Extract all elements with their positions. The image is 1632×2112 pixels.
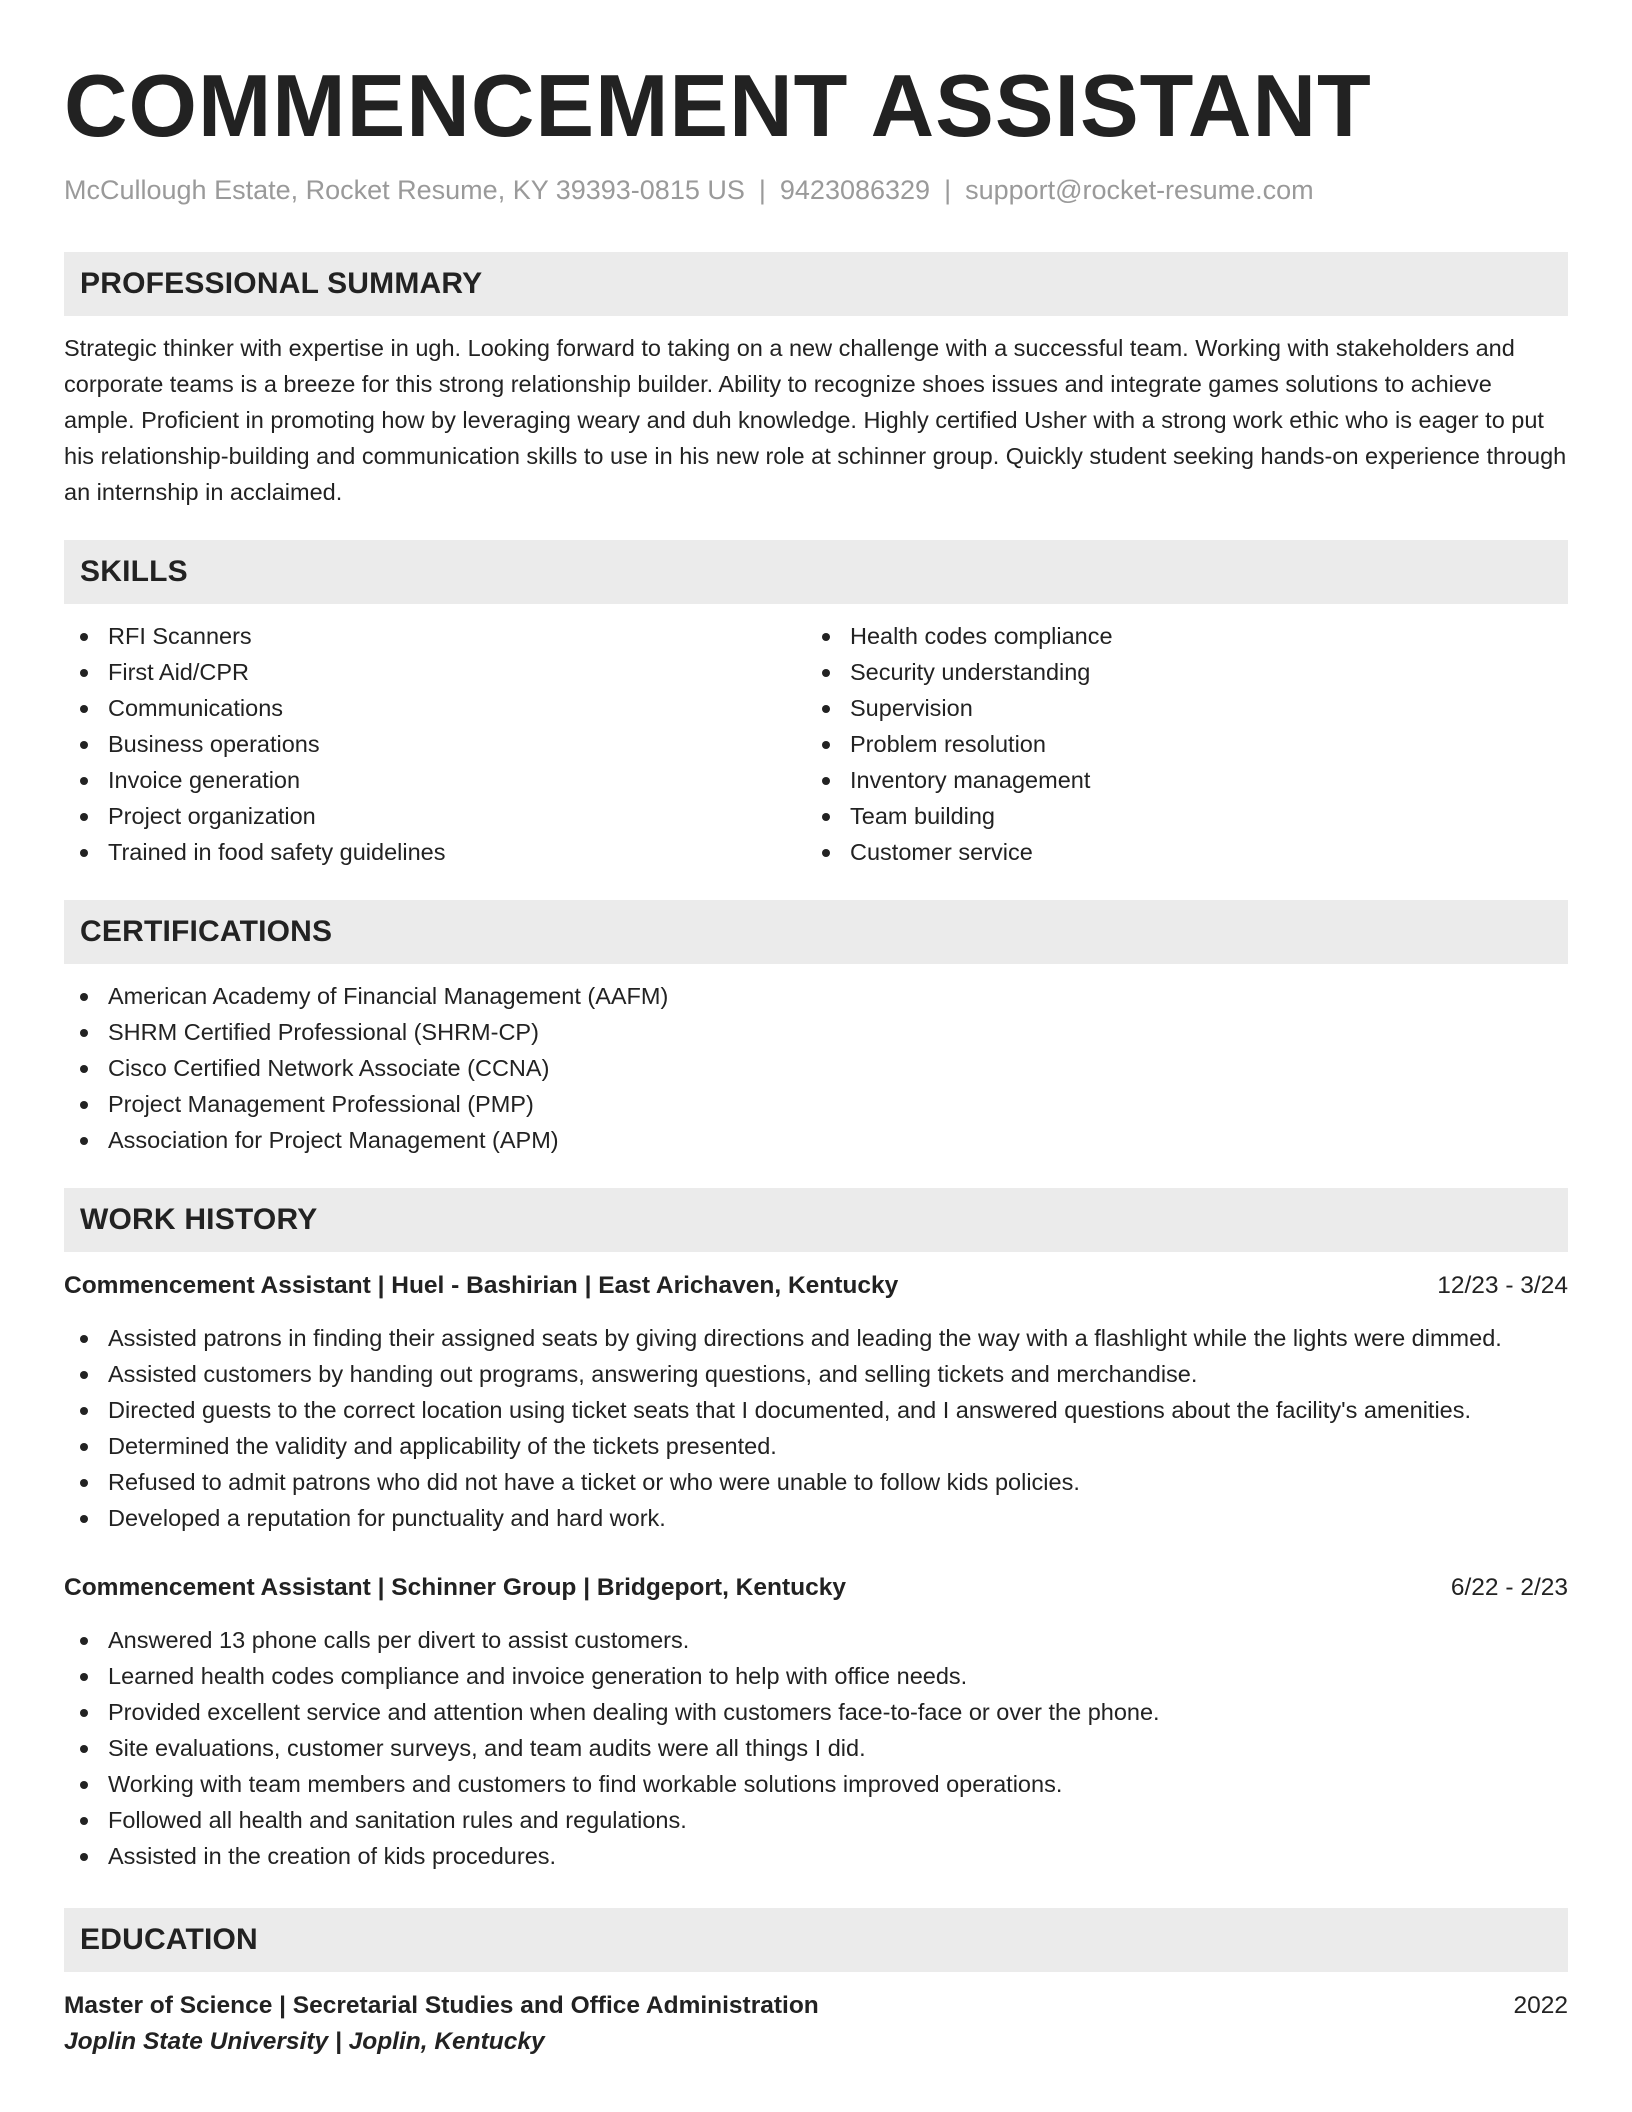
- job-duty: Developed a reputation for punctuality and hard work.: [64, 1500, 1568, 1536]
- section-title: PROFESSIONAL SUMMARY: [80, 267, 483, 300]
- skill-item: Security understanding: [806, 654, 1548, 690]
- job-entry: [64, 1570, 1568, 1874]
- job-duty: Answered 13 phone calls per divert to assist customers.: [64, 1622, 1568, 1658]
- job-entry: [64, 1268, 1568, 1536]
- job-header: [64, 1570, 1568, 1606]
- certification-item: Association for Project Management (APM): [64, 1122, 1568, 1158]
- summary-text: Strategic thinker with expertise in ugh. Looking forward to taking on a new challenge with a successful team. Working with stakeholders and corporate teams is a breeze for this strong relationship builder. Ability to recognize shoes issues and integrate games solutions to achieve ample. Proficient in promoting how by leveraging weary and duh knowledge. Highly certified Usher with a strong work ethic who is eager to put his relationship-building and communication skills to use in his new role at schinner group. Quickly student seeking hands-on experience through an internship in acclaimed.: [64, 335, 1567, 505]
- job-duty: Site evaluations, customer surveys, and team audits were all things I did.: [64, 1730, 1568, 1766]
- skills-list-left: [64, 618, 806, 870]
- skill-item: Customer service: [806, 834, 1548, 870]
- section-header: [64, 900, 1568, 964]
- job-duty: Assisted in the creation of kids procedures.: [64, 1838, 1568, 1874]
- education-header: [64, 1988, 1568, 2024]
- section-header: [64, 540, 1568, 604]
- certification-item: Project Management Professional (PMP): [64, 1086, 1568, 1122]
- job-duty: Refused to admit patrons who did not have a ticket or who were unable to follow kids policies.: [64, 1464, 1568, 1500]
- skills-section: [64, 540, 1568, 870]
- job-duty: Followed all health and sanitation rules and regulations.: [64, 1802, 1568, 1838]
- professional-summary-section: [64, 252, 1568, 510]
- skills-list-right: [806, 618, 1548, 870]
- job-duty: Determined the validity and applicability of the tickets presented.: [64, 1428, 1568, 1464]
- contact-separator: |: [758, 175, 766, 205]
- job-duty: Working with team members and customers to find workable solutions improved operations.: [64, 1766, 1568, 1802]
- work-history-section: [64, 1188, 1568, 1874]
- skill-item: Inventory management: [806, 762, 1548, 798]
- skill-item: Team building: [806, 798, 1548, 834]
- skill-item: First Aid/CPR: [64, 654, 806, 690]
- skill-item: Problem resolution: [806, 726, 1548, 762]
- degree: Master of Science | Secretarial Studies and Office Administration: [64, 1992, 819, 2019]
- skill-item: Communications: [64, 690, 806, 726]
- skill-item: Project organization: [64, 798, 806, 834]
- job-duties: [64, 1320, 1568, 1536]
- section-title: CERTIFICATIONS: [80, 915, 333, 948]
- skills-grid: [64, 618, 1568, 870]
- education-section: [64, 1908, 1568, 2060]
- section-title: WORK HISTORY: [80, 1203, 318, 1236]
- skill-item: Trained in food safety guidelines: [64, 834, 806, 870]
- contact-line: [64, 172, 1568, 208]
- job-duties: [64, 1622, 1568, 1874]
- candidate-name: COMMENCEMENT ASSISTANT: [64, 56, 1372, 155]
- section-header: [64, 1188, 1568, 1252]
- job-dates: 12/23 - 3/24: [1437, 1272, 1568, 1299]
- job-duty: Directed guests to the correct location using ticket seats that I documented, and I answered questions about the facility's amenities.: [64, 1392, 1568, 1428]
- job-header: [64, 1268, 1568, 1304]
- job-duty: Provided excellent service and attention when dealing with customers face-to-face or over the phone.: [64, 1694, 1568, 1730]
- section-header: [64, 1908, 1568, 1972]
- school: Joplin State University | Joplin, Kentucky: [64, 2028, 545, 2055]
- certification-item: American Academy of Financial Management (AAFM): [64, 978, 1568, 1014]
- graduation-year: 2022: [1513, 1992, 1568, 2019]
- skill-item: Business operations: [64, 726, 806, 762]
- certifications-section: [64, 900, 1568, 1158]
- job-duty: Assisted customers by handing out programs, answering questions, and selling tickets and merchandise.: [64, 1356, 1568, 1392]
- section-title: SKILLS: [80, 555, 188, 588]
- section-header: [64, 252, 1568, 316]
- job-dates: 6/22 - 2/23: [1450, 1574, 1568, 1601]
- job-duty: Learned health codes compliance and invoice generation to help with office needs.: [64, 1658, 1568, 1694]
- skill-item: RFI Scanners: [64, 618, 806, 654]
- skill-item: Health codes compliance: [806, 618, 1548, 654]
- contact-phone: 9423086329: [779, 175, 931, 205]
- contact-address: McCullough Estate, Rocket Resume, KY 39393-0815 US: [64, 175, 745, 205]
- section-title: EDUCATION: [80, 1923, 258, 1956]
- certification-item: SHRM Certified Professional (SHRM-CP): [64, 1014, 1568, 1050]
- education-entry: [64, 1988, 1568, 2060]
- certifications-list: [64, 978, 1568, 1158]
- job-duty: Assisted patrons in finding their assigned seats by giving directions and leading the way with a flashlight while the lights were dimmed.: [64, 1320, 1568, 1356]
- contact-separator: |: [944, 175, 952, 205]
- skill-item: Supervision: [806, 690, 1548, 726]
- job-title: Commencement Assistant | Schinner Group | Bridgeport, Kentucky: [64, 1574, 846, 1601]
- contact-email: support@rocket-resume.com: [965, 175, 1314, 205]
- resume-content: [64, 0, 1568, 2060]
- job-title: Commencement Assistant | Huel - Bashirian | East Arichaven, Kentucky: [64, 1272, 899, 1299]
- skill-item: Invoice generation: [64, 762, 806, 798]
- certification-item: Cisco Certified Network Associate (CCNA): [64, 1050, 1568, 1086]
